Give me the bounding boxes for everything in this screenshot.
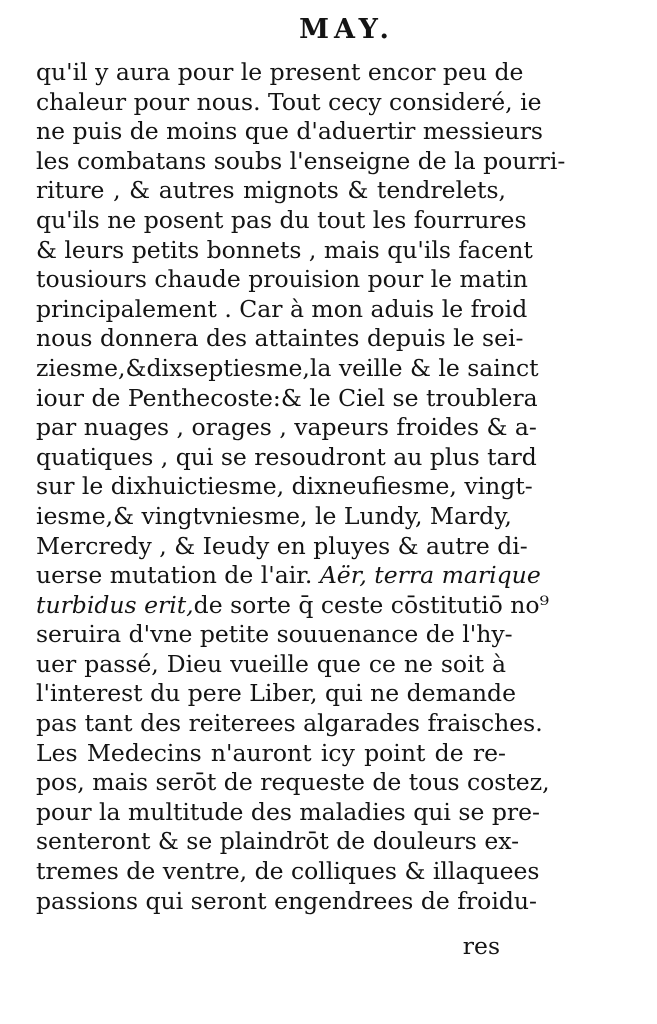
text-line-12: iour de Penthecoste:& le Ciel se troublera xyxy=(36,383,538,412)
text-line-27: senteront & se plaindrōt de douleurs ex- xyxy=(36,827,520,856)
latin-quote-part2: turbidus erit, xyxy=(36,590,194,619)
text-line-22: l'interest du pere Liber, qui ne demande xyxy=(36,679,516,708)
text-line-5: riture , & autres mignots & tendrelets, xyxy=(36,176,506,205)
text-line-17: Mercredy , & Ieudy en pluyes & autre di- xyxy=(36,531,528,560)
text-line-28: tremes de ventre, de colliques & illaquees xyxy=(36,857,540,886)
catchword: res xyxy=(462,932,500,960)
text-line-11: ziesme,&dixseptiesme,la veille & le sainct xyxy=(36,353,539,382)
text-line-10: nous donnera des attaintes depuis le sei- xyxy=(36,324,524,353)
text-line-6: qu'ils ne posent pas du tout les fourrures xyxy=(36,205,527,234)
text-line-7: & leurs petits bonnets , mais qu'ils facent xyxy=(36,235,533,264)
text-line-3: ne puis de moins que d'aduertir messieurs xyxy=(36,117,543,146)
text-line-20: seruira d'vne petite souuenance de l'hy- xyxy=(36,620,513,649)
text-line-24: Les Medecins n'auront icy point de re- xyxy=(36,738,506,767)
running-head: MAY. xyxy=(299,14,394,45)
text-line-9: principalement . Car à mon aduis le froid xyxy=(36,294,528,323)
text-line-19-roman: de sorte q̄ ceste cōstitutiō no⁹ xyxy=(193,590,549,619)
text-line-19 xyxy=(36,590,549,621)
text-line-25: pos, mais serōt de requeste de tous costez, xyxy=(36,768,550,797)
text-line-15: sur le dixhuictiesme, dixneufiesme, vingt- xyxy=(36,472,533,501)
text-line-4: les combatans soubs l'enseigne de la pourri- xyxy=(36,146,566,175)
text-line-14: quatiques , qui se resoudront au plus tard xyxy=(36,442,537,471)
text-line-26: pour la multitude des maladies qui se pre- xyxy=(36,797,540,826)
text-line-2: chaleur pour nous. Tout cecy consideré, ie xyxy=(36,87,542,116)
text-line-13: par nuages , orages , vapeurs froides & a- xyxy=(36,413,537,442)
text-line-16: iesme,& vingtvniesme, le Lundy, Mardy, xyxy=(36,501,512,530)
text-line-18 xyxy=(36,561,541,591)
body-text xyxy=(36,58,566,916)
text-line-8: tousiours chaude prouision pour le matin xyxy=(36,265,528,294)
text-line-21: uer passé, Dieu vueille que ce ne soit à xyxy=(36,649,506,678)
latin-quote-part1: Aër, terra marique xyxy=(319,561,541,590)
text-line-18-roman: uerse mutation de l'air. xyxy=(36,561,313,590)
text-line-1: qu'il y aura pour le present encor peu de xyxy=(36,58,524,86)
text-line-23: pas tant des reiterees algarades fraisches. xyxy=(36,709,543,738)
text-line-29: passions qui seront engendrees de froidu- xyxy=(36,886,537,915)
